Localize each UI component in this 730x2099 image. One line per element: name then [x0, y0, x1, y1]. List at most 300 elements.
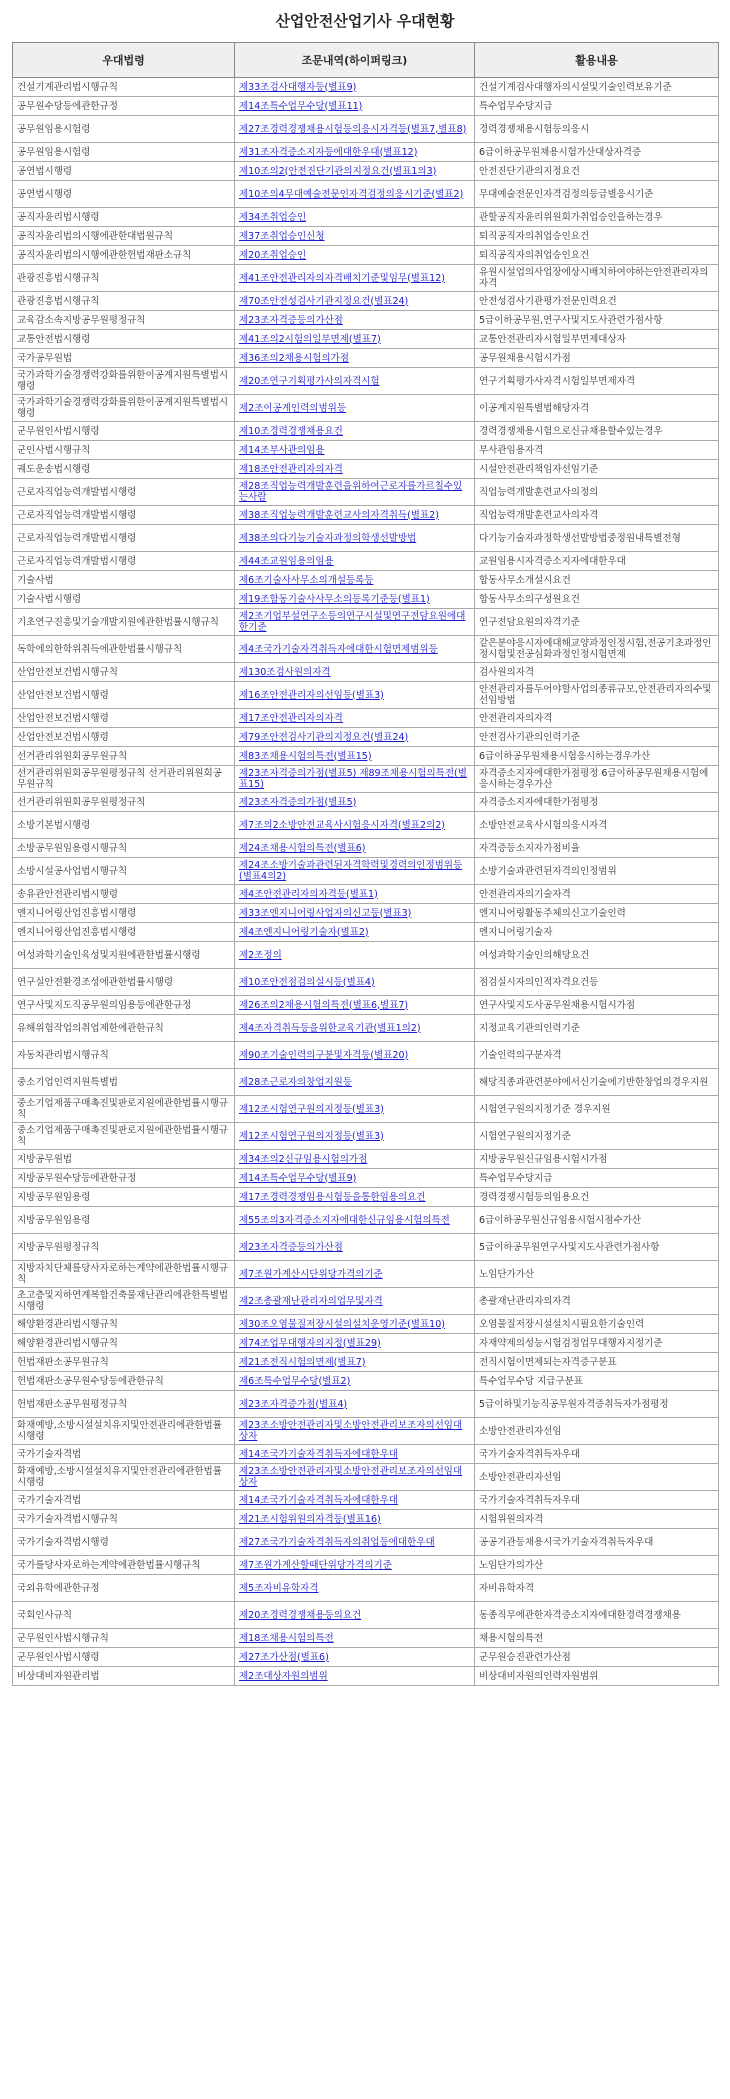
cell-law: 군무원인사법시행령: [13, 1648, 235, 1667]
article-link[interactable]: 제23조소방안전관리자및소방안전관리보조자의선임대상자: [239, 1420, 463, 1442]
cell-usage: 채용시험의특전: [475, 1629, 719, 1648]
cell-law: 지방공무원법: [13, 1150, 235, 1169]
cell-usage: 소방안전관리자선임: [475, 1418, 719, 1445]
cell-law: 관광진흥법시행규칙: [13, 265, 235, 292]
cell-law: 국가과학기술경쟁력강화를위한이공계지원특별법시행령: [13, 368, 235, 395]
cell-article: [235, 1602, 475, 1629]
cell-article: [235, 1315, 475, 1334]
cell-usage: 군무원승진관련가산점: [475, 1648, 719, 1667]
cell-usage: 5급이하공무원,연구사및지도사관련가점사항: [475, 311, 719, 330]
cell-usage: 자재약제의성능시험검정업무대행자지정기준: [475, 1334, 719, 1353]
cell-article: [235, 858, 475, 885]
cell-law: 산업안전보건법시행령: [13, 682, 235, 709]
cell-law: 국가과학기술경쟁력강화를위한이공계지원특별법시행령: [13, 395, 235, 422]
table-row: [13, 1648, 719, 1667]
article-link[interactable]: 제26조의2채용시험의특전(별표6,별표7): [239, 999, 409, 1011]
article-link[interactable]: 제12조시험연구원의지정등(별표3): [239, 1130, 384, 1142]
cell-usage: 특수업무수당 지급구분표: [475, 1372, 719, 1391]
cell-usage: 퇴직공직자의취업승인요건: [475, 227, 719, 246]
table-row: [13, 181, 719, 208]
cell-usage: 기술인력의구분자격: [475, 1042, 719, 1069]
article-link[interactable]: 제14조국가기술자격취득자에대한우대: [239, 1448, 398, 1460]
cell-article: [235, 97, 475, 116]
cell-law: 국가를당사자로하는계약에관한법률시행규칙: [13, 1556, 235, 1575]
cell-usage: 국가기술자격취득자우대: [475, 1491, 719, 1510]
cell-law: 헌법재판소공무원규칙: [13, 1353, 235, 1372]
table-row: [13, 1169, 719, 1188]
table-row: [13, 1069, 719, 1096]
cell-usage: 노임단가의가산: [475, 1556, 719, 1575]
article-link[interactable]: 제23조자격증의가점(별표5): [239, 796, 357, 808]
cell-article: [235, 885, 475, 904]
article-link[interactable]: 제18조안전관리자의자격: [239, 463, 343, 475]
cell-law: 유해위험작업의취업제한에관한규칙: [13, 1015, 235, 1042]
cell-article: [235, 1150, 475, 1169]
cell-usage: 부사관임용자격: [475, 441, 719, 460]
cell-law: 국가기술자격법시행령: [13, 1529, 235, 1556]
cell-article: [235, 1096, 475, 1123]
article-link[interactable]: 제6조특수업무수당(별표2): [239, 1375, 351, 1387]
cell-usage: 연구전담요원의자격기준: [475, 609, 719, 636]
article-link[interactable]: 제2조대상자원의범위: [239, 1670, 328, 1682]
article-link[interactable]: 제10조의2(안전진단기관의지정요건(별표1의3): [239, 165, 437, 177]
article-link[interactable]: 제4조국가기술자격취득자에대한시험면제범위등: [239, 643, 438, 655]
article-link[interactable]: 제23조자격증의가점(별표5) 제89조채용시험의특전(별표15): [239, 768, 467, 790]
cell-article: [235, 506, 475, 525]
cell-usage: 경력경쟁채용시험등의응시: [475, 116, 719, 143]
cell-article: [235, 1418, 475, 1445]
cell-law: 지방공무원임용령: [13, 1188, 235, 1207]
cell-usage: 같은분야응시자에대해교양과정인정시험,전공기초과정인정시험및전공심화과정인정시험면제: [475, 636, 719, 663]
cell-article: [235, 227, 475, 246]
cell-usage: 관할공직자윤리위원회가취업승인을하는경우: [475, 208, 719, 227]
cell-article: [235, 265, 475, 292]
article-link[interactable]: 제38조직업능력개발훈련교사의자격취득(별표2): [239, 509, 439, 521]
cell-usage: 안전검사기관의인력기준: [475, 728, 719, 747]
cell-law: 공연법시행령: [13, 181, 235, 208]
cell-article: [235, 116, 475, 143]
cell-usage: 교통안전관리자시험일부면제대상자: [475, 330, 719, 349]
table-row: [13, 663, 719, 682]
cell-law: 국가기술자격법: [13, 1445, 235, 1464]
table-row: [13, 330, 719, 349]
cell-law: 해양환경관리법시행규칙: [13, 1315, 235, 1334]
table-row: [13, 1667, 719, 1686]
cell-usage: 엔지니어링기술자: [475, 923, 719, 942]
cell-article: [235, 969, 475, 996]
article-link[interactable]: 제17조안전관리자의자격: [239, 712, 343, 724]
article-link[interactable]: 제24조소방기술과관련된자격학력및경력의인정범위등(별표4의2): [239, 860, 463, 882]
cell-law: 초고층및지하연계복합건축물재난관리에관한특별법시행령: [13, 1288, 235, 1315]
cell-article: [235, 1207, 475, 1234]
cell-law: 공직자윤리법의시행에관한대법원규칙: [13, 227, 235, 246]
cell-usage: 총괄재난관리자의자격: [475, 1288, 719, 1315]
cell-article: [235, 636, 475, 663]
article-link[interactable]: 제7조원가계산할때단위당가격의기준: [239, 1559, 392, 1571]
cell-usage: 자격증소지자에대한가점평정: [475, 793, 719, 812]
cell-law: 선거관리위원회공무원평정규칙: [13, 793, 235, 812]
cell-article: [235, 996, 475, 1015]
cell-article: [235, 395, 475, 422]
cell-usage: 비상대비자원의인력자원범위: [475, 1667, 719, 1686]
article-link[interactable]: 제14조특수업무수당(별표11): [239, 100, 363, 112]
table-row: [13, 265, 719, 292]
cell-article: [235, 1372, 475, 1391]
article-link[interactable]: 제90조기술인력의구분및자격등(별표20): [239, 1049, 409, 1061]
cell-law: 해양환경관리법시행규칙: [13, 1334, 235, 1353]
table-row: [13, 1372, 719, 1391]
article-link[interactable]: 제130조검사원의자격: [239, 666, 331, 678]
article-link[interactable]: 제23조자격증등의가산점: [239, 1241, 343, 1253]
article-link[interactable]: 제4조엔지니어링기술자(별표2): [239, 926, 369, 938]
article-link[interactable]: 제27조경력경쟁채용시험등의응시자격등(별표7,별표8): [239, 123, 467, 135]
table-row: [13, 506, 719, 525]
table-row: [13, 1042, 719, 1069]
cell-article: [235, 460, 475, 479]
cell-article: [235, 1491, 475, 1510]
cell-law: 교통안전법시행령: [13, 330, 235, 349]
article-link[interactable]: 제2조총괄재난관리자의업무및자격: [239, 1295, 383, 1307]
cell-usage: 6급이하공무원채용시험가산대상자격증: [475, 143, 719, 162]
cell-law: 자동차관리법시행규칙: [13, 1042, 235, 1069]
cell-article: [235, 609, 475, 636]
article-link[interactable]: 제10조의4무대예술전문인자격검정의응시기준(별표2): [239, 188, 464, 200]
cell-law: 비상대비자원관리법: [13, 1667, 235, 1686]
article-link[interactable]: 제7조원가계산시단위당가격의기준: [239, 1268, 383, 1280]
cell-law: 중소기업제품구매촉진및판로지원에관한법률시행규칙: [13, 1123, 235, 1150]
cell-article: [235, 728, 475, 747]
table-row: [13, 766, 719, 793]
cell-law: 근로자직업능력개발법시행령: [13, 525, 235, 552]
cell-article: [235, 143, 475, 162]
cell-law: 산업안전보건법시행령: [13, 709, 235, 728]
article-link[interactable]: 제14조부사관의임용: [239, 444, 325, 456]
article-link[interactable]: 제33조검사대행자등(별표9): [239, 81, 357, 93]
table-row: [13, 78, 719, 97]
article-link[interactable]: 제41조안전관리자의자격배치기준및임무(별표12): [239, 272, 445, 284]
article-link[interactable]: 제16조안전관리자의선임등(별표3): [239, 689, 384, 701]
cell-law: 지방공무원평정규칙: [13, 1234, 235, 1261]
article-link[interactable]: 제10조안전점검의실시등(별표4): [239, 976, 375, 988]
cell-usage: 5급이하공무원연구사및지도사관련가점사항: [475, 1234, 719, 1261]
cell-usage: 건설기계검사대행자의시설및기술인력보유기준: [475, 78, 719, 97]
article-link[interactable]: 제79조안전검사기관의지정요건(별표24): [239, 731, 409, 743]
cell-usage: 자격증소지자에대한가점평정 6급이하공무원채용시험에응시하는경우가산: [475, 766, 719, 793]
column-header-usage: 활용내용: [475, 43, 719, 78]
cell-law: 소방공무원임용령시행규칙: [13, 839, 235, 858]
article-link[interactable]: 제24조채용시험의특전(별표6): [239, 842, 366, 854]
cell-usage: 지방공무원신규임용시험시가점: [475, 1150, 719, 1169]
cell-usage: 경력경쟁시험등의임용요건: [475, 1188, 719, 1207]
cell-usage: 특수업무수당지급: [475, 1169, 719, 1188]
cell-usage: 합동사무소개설시요건: [475, 571, 719, 590]
cell-usage: 엔지니어링활동주체의신고기술인력: [475, 904, 719, 923]
table-row: [13, 812, 719, 839]
cell-law: 교육감소속지방공무원평정규칙: [13, 311, 235, 330]
article-link[interactable]: 제10조경력경쟁채용요건: [239, 425, 343, 437]
article-link[interactable]: 제18조채용시험의특전: [239, 1632, 334, 1644]
article-link[interactable]: 제23조소방안전관리자및소방안전관리보조자의선임대상자: [239, 1466, 463, 1488]
article-link[interactable]: 제28조직업능력개발훈련을위하여근로자를가르칠수있는사람: [239, 481, 463, 503]
table-row: [13, 709, 719, 728]
table-row: [13, 311, 719, 330]
cell-usage: 특수업무수당지급: [475, 97, 719, 116]
article-link[interactable]: 제31조자격증소지자등에대한우대(별표12): [239, 146, 418, 158]
table-row: [13, 1234, 719, 1261]
cell-law: 지방자치단체를당사자로하는계약에관한법률시행규칙: [13, 1261, 235, 1288]
cell-usage: 국가기술자격취득자우대: [475, 1445, 719, 1464]
table-row: [13, 942, 719, 969]
table-row: [13, 1529, 719, 1556]
cell-usage: 안전관리자의자격: [475, 709, 719, 728]
table-row: [13, 1391, 719, 1418]
article-link[interactable]: 제20조경력경쟁채용등의요건: [239, 1609, 362, 1621]
table-row: [13, 441, 719, 460]
table-row: [13, 571, 719, 590]
cell-article: [235, 422, 475, 441]
table-row: [13, 1207, 719, 1234]
table-row: [13, 1150, 719, 1169]
cell-usage: 안전관리자를두어야할사업의종류규모,안전관리자의수및선임방법: [475, 682, 719, 709]
table-row: [13, 996, 719, 1015]
cell-usage: 공공기관등채용시국가기술자격취득자우대: [475, 1529, 719, 1556]
cell-usage: 이공계지원특별법해당자격: [475, 395, 719, 422]
table-row: [13, 208, 719, 227]
cell-usage: 유원시설업의사업장에상시배치하여야하는안전관리자의자격: [475, 265, 719, 292]
cell-law: 국가공무원법: [13, 349, 235, 368]
table-row: [13, 479, 719, 506]
cell-law: 근로자직업능력개발법시행령: [13, 506, 235, 525]
cell-law: 공연법시행령: [13, 162, 235, 181]
cell-law: 국외유학에관한규정: [13, 1575, 235, 1602]
cell-usage: 공무원채용시험시가점: [475, 349, 719, 368]
cell-law: 건설기계관리법시행규칙: [13, 78, 235, 97]
cell-article: [235, 766, 475, 793]
article-link[interactable]: 제38조의다기능기술자과정의학생선발방법: [239, 532, 417, 544]
cell-article: [235, 1261, 475, 1288]
table-row: [13, 747, 719, 766]
cell-usage: 소방안전관리자선임: [475, 1464, 719, 1491]
cell-article: [235, 904, 475, 923]
table-row: [13, 1556, 719, 1575]
cell-law: 소방시설공사업법시행규칙: [13, 858, 235, 885]
article-link[interactable]: 제20조취업승인: [239, 249, 307, 261]
cell-law: 근로자직업능력개발법시행령: [13, 552, 235, 571]
article-link[interactable]: 제70조안전성검사기관지정요건(별표24): [239, 295, 409, 307]
cell-usage: 소방안전교육사시험의응시자격: [475, 812, 719, 839]
cell-usage: 해당직종과관련분야에서신기술에기반한창업의경우지원: [475, 1069, 719, 1096]
cell-law: 지방공무원수당등에관한규정: [13, 1169, 235, 1188]
cell-usage: 직업능력개발훈련교사의자격: [475, 506, 719, 525]
table-row: [13, 1353, 719, 1372]
cell-article: [235, 1445, 475, 1464]
cell-law: 공무원임용시험령: [13, 143, 235, 162]
cell-article: [235, 1575, 475, 1602]
table-row: [13, 368, 719, 395]
cell-article: [235, 181, 475, 208]
cell-article: [235, 1667, 475, 1686]
cell-usage: 여성과학기술인의해당요건: [475, 942, 719, 969]
article-link[interactable]: 제4조안전관리자의자격등(별표1): [239, 888, 378, 900]
cell-usage: 경력경쟁채용시험으로신규채용할수있는경우: [475, 422, 719, 441]
cell-article: [235, 682, 475, 709]
article-link[interactable]: 제7조의2소방안전교육사시험응시자격(별표2의2): [239, 819, 445, 831]
cell-usage: 다기능기술자과정학생선발방법중정원내특별전형: [475, 525, 719, 552]
cell-usage: 동종직무에관한자격증소지자에대한경력경쟁채용: [475, 1602, 719, 1629]
article-link[interactable]: 제34조취업승인: [239, 211, 307, 223]
cell-article: [235, 1334, 475, 1353]
cell-article: [235, 1556, 475, 1575]
cell-usage: 연구사및지도사공무원채용시험시가점: [475, 996, 719, 1015]
cell-usage: 안전관리자의기술자격: [475, 885, 719, 904]
table-row: [13, 525, 719, 552]
article-link[interactable]: 제83조채용시험의특전(별표15): [239, 750, 372, 762]
article-link[interactable]: 제23조자격증가점(별표4): [239, 1398, 348, 1410]
cell-article: [235, 812, 475, 839]
article-link[interactable]: 제33조엔지니어링사업자의신고등(별표3): [239, 907, 412, 919]
table-row: [13, 609, 719, 636]
article-link[interactable]: 제74조업무대행자의지정(별표29): [239, 1337, 381, 1349]
article-link[interactable]: 제20조연구기획평가사의자격시험: [239, 375, 380, 387]
table-row: [13, 1096, 719, 1123]
article-link[interactable]: 제21조전직시험의면제(별표7): [239, 1356, 366, 1368]
article-link[interactable]: 제6조기술사사무소의개설등록등: [239, 574, 374, 586]
article-link[interactable]: 제21조시험위원의자격등(별표16): [239, 1513, 381, 1525]
cell-law: 공무원임용시험령: [13, 116, 235, 143]
cell-law: 국가기술자격법: [13, 1491, 235, 1510]
cell-article: [235, 590, 475, 609]
cell-article: [235, 78, 475, 97]
cell-article: [235, 368, 475, 395]
table-header-row: [13, 43, 719, 78]
table-row: [13, 1464, 719, 1491]
cell-article: [235, 208, 475, 227]
cell-law: 중소기업제품구매촉진및판로지원에관한법률시행규칙: [13, 1096, 235, 1123]
cell-article: [235, 1391, 475, 1418]
cell-article: [235, 793, 475, 812]
article-link[interactable]: 제41조의2시험의일부면제(별표7): [239, 333, 381, 345]
article-link[interactable]: 제14조특수업무수당(별표9): [239, 1172, 357, 1184]
cell-article: [235, 839, 475, 858]
article-link[interactable]: 제2조기업부설연구소등의연구시설및연구전담요원에대한기준: [239, 611, 466, 633]
table-row: [13, 885, 719, 904]
table-row: [13, 839, 719, 858]
cell-law: 기술사법: [13, 571, 235, 590]
cell-article: [235, 663, 475, 682]
table-row: [13, 1510, 719, 1529]
cell-law: 근로자직업능력개발법시행령: [13, 479, 235, 506]
cell-law: 헌법재판소공무원수당등에관한규칙: [13, 1372, 235, 1391]
table-row: [13, 1261, 719, 1288]
table-row: [13, 1288, 719, 1315]
cell-article: [235, 441, 475, 460]
cell-article: [235, 1648, 475, 1667]
table-row: [13, 923, 719, 942]
article-link[interactable]: 제27조국가기술자격취득자의취업등에대한우대: [239, 1536, 435, 1548]
article-link[interactable]: 제37조취업승인신청: [239, 230, 325, 242]
cell-article: [235, 1123, 475, 1150]
article-link[interactable]: 제34조의2신규임용시험의가점: [239, 1153, 368, 1165]
cell-usage: 노임단가가산: [475, 1261, 719, 1288]
preference-table: [12, 42, 719, 1686]
article-link[interactable]: 제2조정의: [239, 949, 282, 961]
table-body: [13, 78, 719, 1686]
article-link[interactable]: 제30조오염물질저장시설의설치운영기준(별표10): [239, 1318, 445, 1330]
cell-article: [235, 1069, 475, 1096]
cell-usage: 소방기술과관련된자격의인정범위: [475, 858, 719, 885]
article-link[interactable]: 제19조합동기술사사무소의등록기준등(별표1): [239, 593, 430, 605]
table-row: [13, 858, 719, 885]
article-link[interactable]: 제2조이공계인력의범위등: [239, 402, 346, 414]
table-row: [13, 246, 719, 265]
cell-law: 여성과학기술인육성및지원에관한법률시행령: [13, 942, 235, 969]
cell-article: [235, 1234, 475, 1261]
article-link[interactable]: 제36조의2채용시험의가점: [239, 352, 349, 364]
article-link[interactable]: 제17조경력경쟁임용시험등을통한임용의요건: [239, 1191, 426, 1203]
table-row: [13, 1445, 719, 1464]
cell-usage: 합동사무소의구성원요건: [475, 590, 719, 609]
article-link[interactable]: 제44조교원임용의임용: [239, 555, 334, 567]
table-row: [13, 552, 719, 571]
cell-usage: 점검실시자의인적자격요건등: [475, 969, 719, 996]
table-row: [13, 1629, 719, 1648]
cell-usage: 오염물질저장시설설치시필요한기술인력: [475, 1315, 719, 1334]
cell-article: [235, 349, 475, 368]
table-row: [13, 969, 719, 996]
cell-article: [235, 1169, 475, 1188]
article-link[interactable]: 제27조가산점(별표6): [239, 1651, 329, 1663]
cell-law: 연구사및지도직공무원의임용등에관한규정: [13, 996, 235, 1015]
table-row: [13, 116, 719, 143]
cell-law: 공직자윤리법시행령: [13, 208, 235, 227]
article-link[interactable]: 제23조자격증등의가산점: [239, 314, 343, 326]
cell-article: [235, 1464, 475, 1491]
cell-law: 산업안전보건법시행규칙: [13, 663, 235, 682]
cell-law: 산업안전보건법시행령: [13, 728, 235, 747]
article-link[interactable]: 제12조시험연구원의지정등(별표3): [239, 1103, 384, 1115]
cell-article: [235, 162, 475, 181]
cell-law: 엔지니어링산업진흥법시행령: [13, 923, 235, 942]
cell-article: [235, 1510, 475, 1529]
table-row: [13, 682, 719, 709]
cell-usage: 시험위원의자격: [475, 1510, 719, 1529]
cell-article: [235, 1188, 475, 1207]
cell-law: 공무원수당등에관한규정: [13, 97, 235, 116]
table-row: [13, 904, 719, 923]
cell-article: [235, 942, 475, 969]
article-link[interactable]: 제14조국가기술자격취득자에대한우대: [239, 1494, 398, 1506]
cell-law: 중소기업인력지원특별법: [13, 1069, 235, 1096]
article-link[interactable]: 제28조근로자의창업지원등: [239, 1076, 353, 1088]
cell-usage: 직업능력개발훈련교사의정의: [475, 479, 719, 506]
cell-law: 연구실안전환경조성에관한법률시행령: [13, 969, 235, 996]
page-title: 산업안전산업기사 우대현황: [275, 12, 455, 30]
cell-law: 국회인사규칙: [13, 1602, 235, 1629]
cell-law: 소방기본법시행령: [13, 812, 235, 839]
cell-law: 헌법재판소공무원평정규칙: [13, 1391, 235, 1418]
cell-law: 관광진흥법시행규칙: [13, 292, 235, 311]
table-row: [13, 1602, 719, 1629]
article-link[interactable]: 제4조자격취득등을위한교육기관(별표1의2): [239, 1022, 421, 1034]
table-row: [13, 349, 719, 368]
cell-law: 화재예방,소방시설설치유지및안전관리에관한법률시행령: [13, 1464, 235, 1491]
cell-usage: 퇴직공직자의취업승인요건: [475, 246, 719, 265]
article-link[interactable]: 제5조자비유학자격: [239, 1582, 319, 1594]
cell-usage: 시설안전관리책임자선임기준: [475, 460, 719, 479]
article-link[interactable]: 제55조의3자격증소지자에대한신규임용시험의특전: [239, 1214, 450, 1226]
cell-law: 선거관리위원회공무원평정규칙 선거관리위원회공무원규칙: [13, 766, 235, 793]
table-row: [13, 1418, 719, 1445]
